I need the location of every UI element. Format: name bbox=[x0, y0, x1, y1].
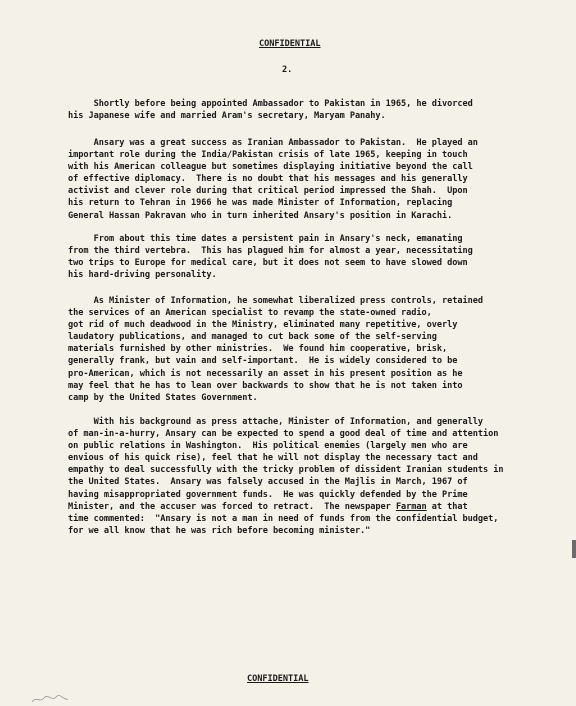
text-line: his Japanese wife and married Aram's secretary, Maryam Panahy. bbox=[68, 111, 386, 122]
text-line: two trips to Europe for medical care, but it does not seem to have slowed down bbox=[68, 258, 468, 269]
text-line: having misappropriated government funds. He was quickly defended by the Prime bbox=[68, 489, 468, 500]
text-line: activist and clever role during that critical period impressed the Shah. Upon bbox=[68, 186, 468, 197]
text-fragment: Minister, and the accuser was forced to retract. The newspaper bbox=[68, 501, 396, 512]
paragraph-minister-information bbox=[68, 295, 564, 404]
text-line: of effective diplomacy. There is no doubt that his messages and his generally bbox=[68, 174, 468, 185]
text-line: from the third vertebra. This has plagued him for almost a year, necessitating bbox=[68, 246, 473, 257]
text-line: on public relations in Washington. His political enemies (largely men who are bbox=[68, 441, 468, 452]
text-line: the United States. Ansary was falsely accused in the Majlis in March, 1967 of bbox=[68, 477, 468, 488]
text-line bbox=[68, 501, 564, 513]
classification-header: CONFIDENTIAL bbox=[259, 39, 321, 49]
text-line: camp by the United States Government. bbox=[68, 392, 258, 403]
scan-edge-mark bbox=[572, 540, 576, 558]
text-line: Shortly before being appointed Ambassador to Pakistan in 1965, he divorced bbox=[68, 99, 473, 109]
text-line: his return to Tehran in 1966 he was made Minister of Information, replacing bbox=[68, 198, 453, 209]
classification-footer: CONFIDENTIAL bbox=[247, 674, 309, 684]
text-fragment: at that bbox=[426, 501, 468, 512]
text-line: From about this time dates a persistent pain in Ansary's neck, emanating bbox=[68, 234, 463, 244]
text-line: generally frank, but vain and self-important. He is widely considered to be bbox=[68, 356, 458, 367]
newspaper-name: Farman bbox=[395, 501, 427, 512]
text-line: laudatory publications, and managed to cut back some of the self-serving bbox=[68, 332, 437, 343]
pencil-scribble-icon bbox=[30, 694, 70, 704]
page-number: 2. bbox=[282, 65, 293, 75]
text-line: the services of an American specialist to revamp the state-owned radio, bbox=[68, 308, 432, 319]
text-line: of man-in-a-hurry, Ansary can be expected to spend a good deal of time and attention bbox=[68, 429, 499, 440]
paragraph-neck-pain bbox=[68, 233, 564, 281]
text-line: pro-American, which is not necessarily an asset in his present position as he bbox=[68, 368, 463, 379]
text-line: envious of his quick rise), feel that he will not display the necessary tact and bbox=[68, 453, 478, 464]
text-line: empathy to deal successfully with the tricky problem of dissident Iranian students in bbox=[68, 465, 504, 476]
text-line: got rid of much deadwood in the Ministry, eliminated many repetitive, overly bbox=[68, 320, 458, 331]
text-line: time commented: "Ansary is not a man in need of funds from the confidential budget, bbox=[68, 513, 499, 524]
text-line: for we all know that he was rich before becoming minister." bbox=[68, 525, 371, 536]
paragraph-ambassador-pakistan bbox=[68, 137, 564, 222]
text-line: with his American colleague but sometimes displaying initiative beyond the call bbox=[68, 162, 473, 173]
text-line: General Hassan Pakravan who in turn inherited Ansary's position in Karachi. bbox=[68, 210, 453, 221]
text-line: may feel that he has to lean over backwards to show that he is not taken into bbox=[68, 380, 463, 391]
text-line: Ansary was a great success as Iranian Ambassador to Pakistan. He played an bbox=[68, 138, 478, 148]
text-line: materials furnished by other ministries. We found him cooperative, brisk, bbox=[68, 344, 448, 355]
paragraph-washington-outlook bbox=[68, 416, 564, 537]
text-line: With his background as press attache, Minister of Information, and generally bbox=[68, 417, 484, 427]
text-line: his hard-driving personality. bbox=[68, 270, 217, 281]
paragraph-divorce bbox=[68, 98, 564, 122]
text-line: important role during the India/Pakistan crisis of late 1965, keeping in touch bbox=[68, 150, 468, 161]
text-line: As Minister of Information, he somewhat liberalized press controls, retained bbox=[68, 296, 484, 306]
